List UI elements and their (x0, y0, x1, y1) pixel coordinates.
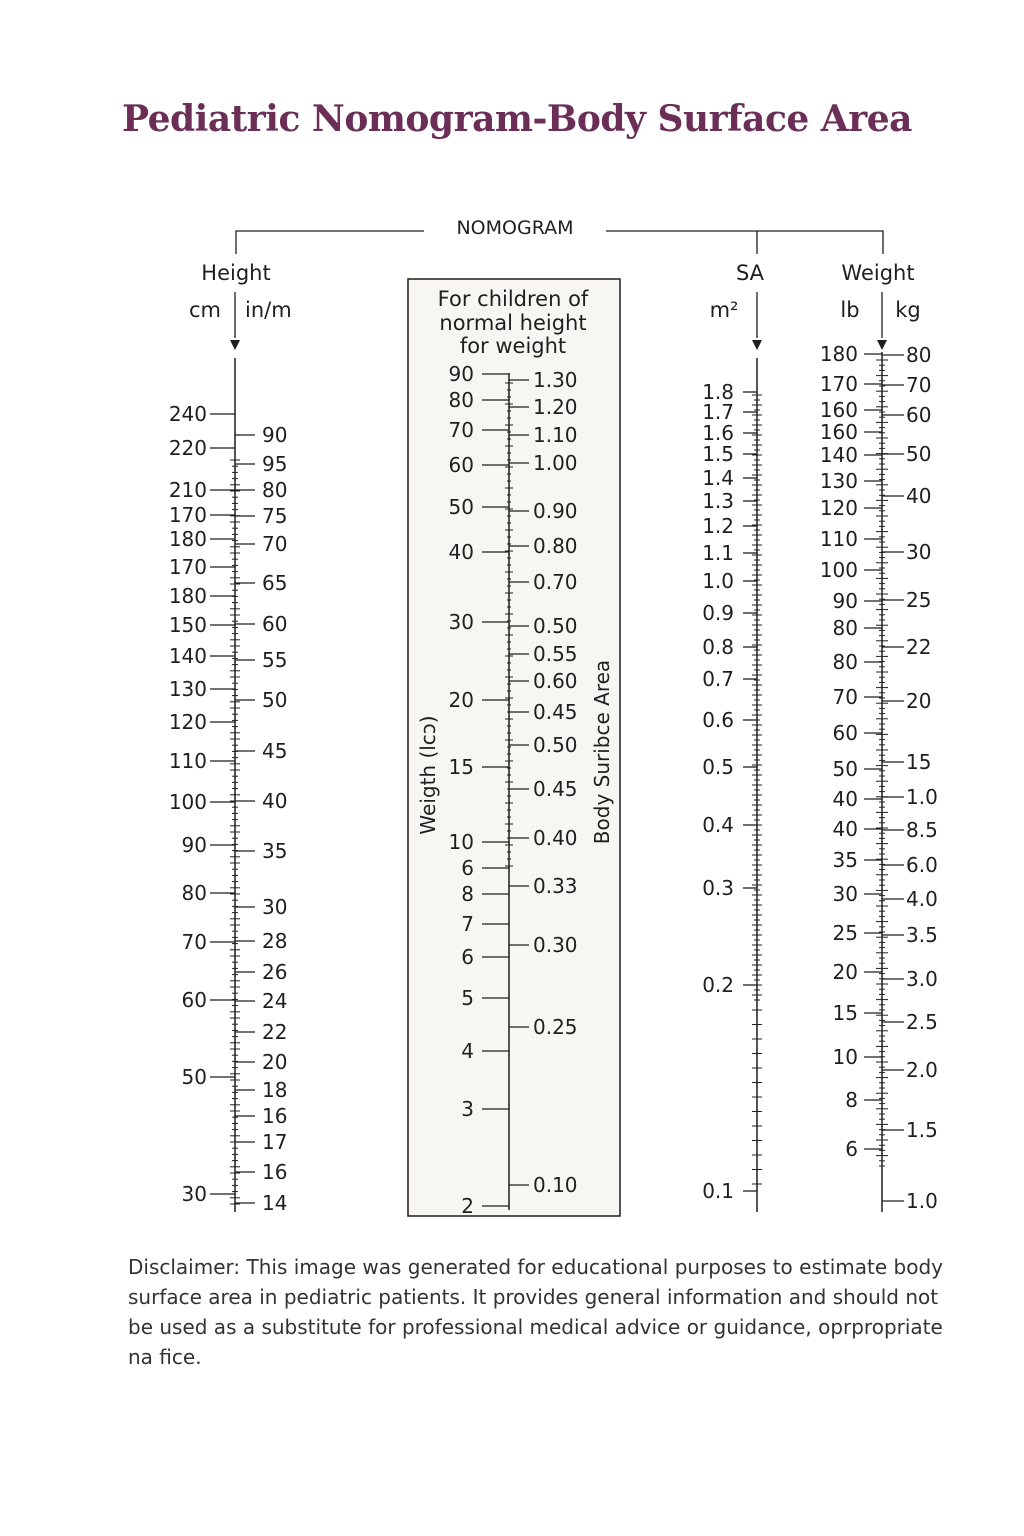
weight-lb-label: 160 (819, 420, 858, 444)
sa-label: 0.2 (702, 973, 734, 997)
height-in-label: 95 (262, 452, 288, 476)
weight-lb-label: 90 (832, 589, 858, 613)
center-bsa-label: 1.00 (533, 451, 578, 475)
height-title: Height (201, 261, 271, 285)
height-in-label: 80 (262, 478, 288, 502)
height-in-label: 26 (262, 960, 288, 984)
center-bsa-label: 1.30 (533, 368, 578, 392)
center-weight-label: 80 (448, 388, 474, 412)
height-cm-label: 90 (181, 833, 207, 857)
sa-label: 1.0 (702, 569, 734, 593)
weight-kg-label: 25 (906, 588, 932, 612)
sa-label: 0.8 (702, 635, 734, 659)
weight-kg-label: 2.5 (906, 1010, 938, 1034)
page-title: Pediatric Nomogram-Body Surface Area (122, 98, 912, 140)
weight-lb-label: 30 (832, 882, 858, 906)
weight-kg-label: 50 (906, 442, 932, 466)
height-in-label: 75 (262, 504, 288, 528)
weight-lb-label: 15 (832, 1001, 858, 1025)
center-bsa-label: 0.33 (533, 874, 578, 898)
sa-title: SA (735, 261, 765, 285)
weight-lb-label: 6 (845, 1137, 858, 1161)
sa-label: 1.5 (702, 442, 734, 466)
weight-kg-label: 70 (906, 373, 932, 397)
height-in-label: 90 (262, 423, 288, 447)
center-bsa-label: 0.55 (533, 642, 578, 666)
height-unit-cm: cm (188, 298, 221, 322)
height-cm-label: 170 (168, 555, 207, 579)
height-cm-label: 100 (168, 790, 207, 814)
height-cm-label: 140 (168, 644, 207, 668)
weight-unit-kg: kg (895, 298, 921, 322)
weight-unit-lb: lb (840, 298, 860, 322)
center-caption-line-1: For children of (437, 287, 589, 311)
center-bsa-label: 0.50 (533, 614, 578, 638)
sa-label: 0.7 (702, 667, 734, 691)
center-weight-axis-label: Weigth (lcɔ) (416, 715, 440, 835)
height-unit-in: in/m (245, 298, 292, 322)
weight-lb-label: 50 (832, 757, 858, 781)
height-in-label: 45 (262, 739, 288, 763)
height-cm-label: 80 (181, 881, 207, 905)
center-weight-label: 30 (448, 610, 474, 634)
weight-kg-label: 3.0 (906, 967, 938, 991)
sa-arrow-icon (752, 340, 762, 350)
weight-arrow-icon (877, 340, 887, 350)
weight-kg-label: 40 (906, 484, 932, 508)
height-cm-label: 70 (181, 930, 207, 954)
sa-label: 0.1 (702, 1179, 734, 1203)
weight-kg-label: 22 (906, 635, 932, 659)
weight-kg-label: 60 (906, 403, 932, 427)
sa-label: 1.8 (702, 380, 734, 404)
sa-label: 1.1 (702, 541, 734, 565)
sa-label: 0.6 (702, 708, 734, 732)
weight-lb-label: 180 (819, 342, 858, 366)
center-bsa-label: 0.60 (533, 669, 578, 693)
height-cm-label: 150 (168, 613, 207, 637)
center-bsa-label: 0.45 (533, 777, 578, 801)
weight-lb-label: 40 (832, 817, 858, 841)
height-in-label: 14 (262, 1191, 288, 1215)
height-cm-label: 130 (168, 677, 207, 701)
height-ticks (230, 460, 240, 1204)
center-weight-label: 4 (461, 1039, 474, 1063)
weight-kg-label: 1.5 (906, 1118, 938, 1142)
height-in-label: 17 (262, 1130, 288, 1154)
height-cm-label: 120 (168, 710, 207, 734)
weight-kg-label: 4.0 (906, 887, 938, 911)
center-bsa-axis-label: Body Suribce Area (590, 659, 614, 845)
weight-kg-label: 3.5 (906, 923, 938, 947)
weight-lb-label: 100 (819, 558, 858, 582)
height-in-label: 16 (262, 1160, 288, 1184)
sa-label: 1.6 (702, 421, 734, 445)
height-cm-label: 220 (168, 436, 207, 460)
weight-kg-label: 1.0 (906, 785, 938, 809)
height-in-label: 20 (262, 1050, 288, 1074)
center-bsa-label: 0.10 (533, 1173, 578, 1197)
weight-lb-labels (820, 342, 882, 1161)
nomogram-header: NOMOGRAM (456, 217, 574, 239)
weight-lb-label: 25 (832, 921, 858, 945)
height-in-label: 22 (262, 1020, 288, 1044)
disclaimer: Disclaimer: This image was generated for educational purposes to estimate body surface area in pediatric patients. It provides general information and should not be used as a substitute for professional medical advice or guidance, oprpropriate na fice. (128, 1255, 943, 1369)
height-in-label: 16 (262, 1104, 288, 1128)
center-weight-label: 8 (461, 882, 474, 906)
weight-kg-label: 2.0 (906, 1058, 938, 1082)
center-bsa-label: 0.40 (533, 826, 578, 850)
sa-unit: m² (709, 298, 739, 322)
center-weight-label: 6 (461, 856, 474, 880)
weight-kg-labels (882, 343, 938, 1213)
weight-lb-label: 8 (845, 1088, 858, 1112)
height-cm-label: 60 (181, 988, 207, 1012)
sa-label: 1.2 (702, 514, 734, 538)
height-in-label: 40 (262, 789, 288, 813)
center-weight-label: 40 (448, 540, 474, 564)
center-weight-label: 6 (461, 945, 474, 969)
weight-kg-label: 15 (906, 750, 932, 774)
weight-lb-label: 140 (819, 443, 858, 467)
sa-labels (702, 380, 757, 1203)
weight-lb-label: 160 (819, 398, 858, 422)
height-cm-label: 180 (168, 584, 207, 608)
sa-label: 1.3 (702, 489, 734, 513)
height-in-labels (235, 423, 287, 1215)
height-cm-labels (169, 402, 235, 1206)
height-in-label: 24 (262, 989, 288, 1013)
center-weight-label: 5 (461, 986, 474, 1010)
weight-kg-label: 20 (906, 689, 932, 713)
weight-lb-label: 170 (819, 372, 858, 396)
height-in-label: 35 (262, 839, 288, 863)
height-in-label: 50 (262, 688, 288, 712)
center-weight-label: 70 (448, 418, 474, 442)
sa-label: 1.7 (702, 400, 734, 424)
weight-kg-label: 30 (906, 540, 932, 564)
height-cm-label: 50 (181, 1065, 207, 1089)
height-cm-label: 170 (168, 503, 207, 527)
weight-lb-label: 70 (832, 685, 858, 709)
height-cm-label: 210 (168, 478, 207, 502)
weight-lb-label: 130 (819, 469, 858, 493)
weight-title: Weight (841, 261, 915, 285)
center-bsa-label: 1.10 (533, 423, 578, 447)
weight-kg-label: 6.0 (906, 853, 938, 877)
center-caption-line-2: normal height (439, 311, 587, 335)
center-weight-label: 10 (448, 830, 474, 854)
weight-lb-label: 20 (832, 960, 858, 984)
sa-label: 0.4 (702, 813, 734, 837)
center-weight-label: 2 (461, 1194, 474, 1218)
center-bsa-label: 0.30 (533, 933, 578, 957)
height-in-label: 30 (262, 895, 288, 919)
weight-lb-label: 40 (832, 787, 858, 811)
height-cm-label: 180 (168, 527, 207, 551)
weight-lb-label: 60 (832, 721, 858, 745)
sa-label: 0.3 (702, 876, 734, 900)
center-weight-label: 7 (461, 912, 474, 936)
height-in-label: 18 (262, 1078, 288, 1102)
weight-lb-label: 10 (832, 1045, 858, 1069)
weight-kg-label: 8.5 (906, 818, 938, 842)
center-bsa-label: 0.70 (533, 570, 578, 594)
weight-kg-label: 80 (906, 343, 932, 367)
center-bsa-label: 0.90 (533, 499, 578, 523)
center-bsa-label: 0.25 (533, 1015, 578, 1039)
center-weight-label: 15 (448, 755, 474, 779)
sa-label: 0.5 (702, 755, 734, 779)
height-arrow-icon (230, 340, 240, 350)
center-weight-label: 90 (448, 362, 474, 386)
height-in-label: 28 (262, 929, 288, 953)
sa-label: 0.9 (702, 601, 734, 625)
sa-label: 1.4 (702, 466, 734, 490)
center-weight-label: 60 (448, 453, 474, 477)
height-cm-label: 240 (168, 402, 207, 426)
weight-lb-label: 80 (832, 616, 858, 640)
height-cm-label: 110 (168, 749, 207, 773)
center-bsa-label: 0.50 (533, 733, 578, 757)
center-weight-label: 50 (448, 495, 474, 519)
height-in-label: 70 (262, 532, 288, 556)
weight-lb-label: 110 (819, 527, 858, 551)
height-cm-label: 30 (181, 1182, 207, 1206)
weight-lb-label: 120 (819, 496, 858, 520)
center-weight-label: 20 (448, 688, 474, 712)
weight-lb-label: 35 (832, 848, 858, 872)
center-bsa-label: 0.80 (533, 534, 578, 558)
center-weight-label: 3 (461, 1097, 474, 1121)
center-bsa-label: 0.45 (533, 700, 578, 724)
weight-kg-label: 1.0 (906, 1189, 938, 1213)
weight-lb-label: 80 (832, 650, 858, 674)
height-in-label: 60 (262, 612, 288, 636)
height-in-label: 65 (262, 571, 288, 595)
center-caption-line-3: for weight (459, 334, 567, 358)
center-bsa-label: 1.20 (533, 395, 578, 419)
height-in-label: 55 (262, 648, 288, 672)
